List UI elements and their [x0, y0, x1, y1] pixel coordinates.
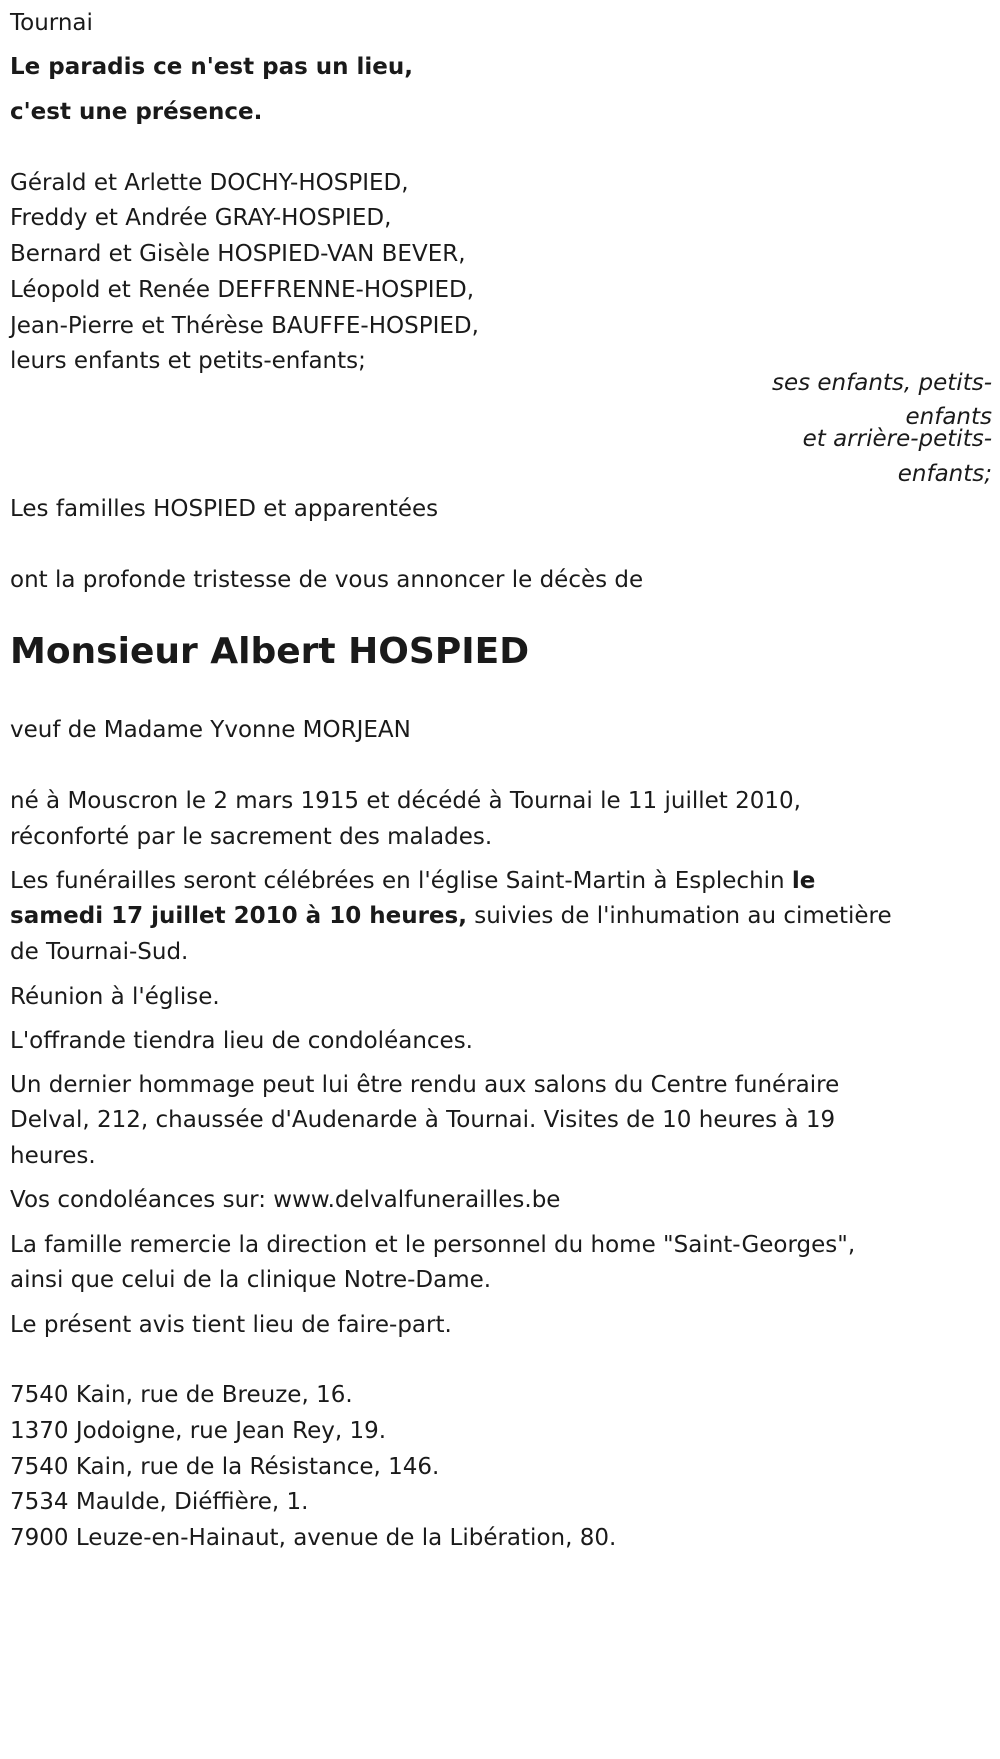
funeral-text: Les funérailles seront célébrées en l'église Saint-Martin à Esplechin — [10, 868, 792, 894]
family-line: Freddy et Andrée GRAY-HOSPIED, — [10, 205, 392, 231]
city: Tournai — [10, 10, 93, 36]
quote-line-2: c'est une présence. — [10, 99, 263, 125]
descendants-line: enfants — [905, 404, 992, 430]
descendants-line: et arrière-petits- — [802, 426, 992, 452]
funeral-line-2 — [10, 905, 892, 928]
condolences-line: Vos condoléances sur: www.delvalfunerailles.be — [10, 1187, 561, 1213]
family-line: Jean-Pierre et Thérèse BAUFFE-HOSPIED, — [10, 313, 479, 339]
funeral-line-3: de Tournai-Sud. — [10, 939, 189, 965]
address-line: 7534 Maulde, Diéffière, 1. — [10, 1489, 309, 1515]
family-line: Gérald et Arlette DOCHY-HOSPIED, — [10, 170, 409, 196]
homage-line: Un dernier hommage peut lui être rendu aux salons du Centre funéraire — [10, 1072, 840, 1098]
descendants-line: ses enfants, petits- — [771, 370, 992, 396]
funeral-date-part: le — [791, 868, 816, 894]
birth-death-line: né à Mouscron le 2 mars 1915 et décédé à Tournai le 11 juillet 2010, — [10, 788, 801, 814]
address-line: 7540 Kain, rue de la Résistance, 146. — [10, 1454, 440, 1480]
widower-line: veuf de Madame Yvonne MORJEAN — [10, 717, 411, 743]
deceased-name: Monsieur Albert HOSPIED — [10, 631, 530, 672]
family-line: Léopold et Renée DEFFRENNE-HOSPIED, — [10, 277, 475, 303]
families-line: Les familles HOSPIED et apparentées — [10, 496, 439, 522]
funeral-line-1 — [10, 870, 815, 893]
family-line: leurs enfants et petits-enfants; — [10, 348, 366, 374]
thanks-line: La famille remercie la direction et le personnel du home "Saint-Georges", — [10, 1232, 856, 1258]
address-line: 7540 Kain, rue de Breuze, 16. — [10, 1382, 353, 1408]
offering-line: L'offrande tiendra lieu de condoléances. — [10, 1028, 473, 1054]
thanks-line: ainsi que celui de la clinique Notre-Dame. — [10, 1267, 492, 1293]
funeral-text: suivies de l'inhumation au cimetière — [466, 903, 892, 929]
notice-line: Le présent avis tient lieu de faire-part. — [10, 1312, 452, 1338]
quote-line-1: Le paradis ce n'est pas un lieu, — [10, 54, 414, 80]
funeral-date: samedi 17 juillet 2010 à 10 heures, — [10, 903, 467, 929]
address-line: 1370 Jodoigne, rue Jean Rey, 19. — [10, 1418, 387, 1444]
homage-line: heures. — [10, 1143, 96, 1169]
birth-death-line: réconforté par le sacrement des malades. — [10, 824, 493, 850]
announce-line: ont la profonde tristesse de vous annoncer le décès de — [10, 567, 644, 593]
address-line: 7900 Leuze-en-Hainaut, avenue de la Libération, 80. — [10, 1525, 617, 1551]
descendants-line: enfants; — [897, 461, 992, 487]
family-line: Bernard et Gisèle HOSPIED-VAN BEVER, — [10, 241, 466, 267]
meeting-line: Réunion à l'église. — [10, 984, 220, 1010]
homage-line: Delval, 212, chaussée d'Audenarde à Tournai. Visites de 10 heures à 19 — [10, 1107, 836, 1133]
